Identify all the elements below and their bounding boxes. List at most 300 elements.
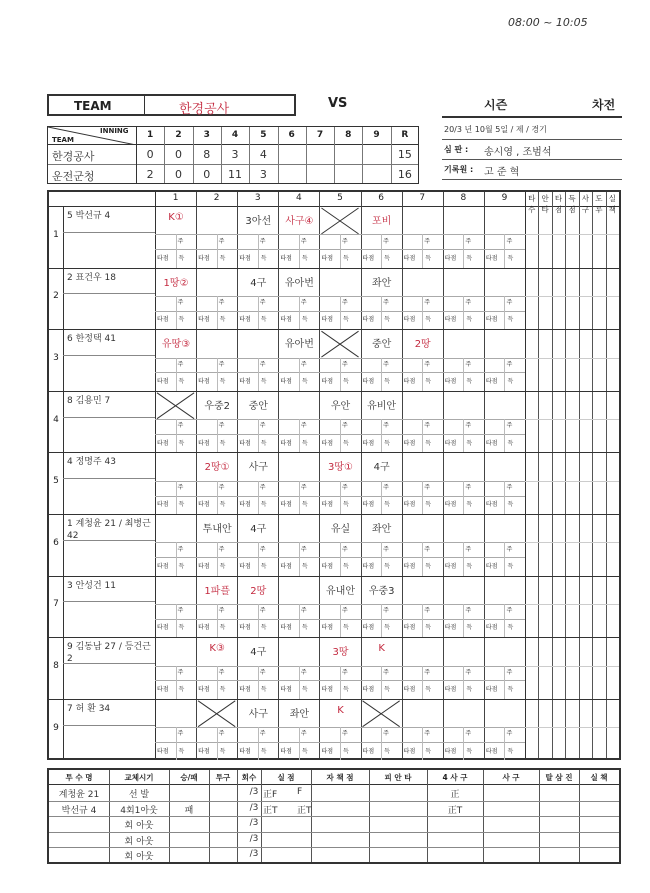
pitching-header: 투 수 명 — [65, 773, 93, 782]
run-label: 주 — [424, 237, 431, 245]
run-label: 주 — [177, 483, 184, 491]
batter-name: 1 계청윤 21 / 최병근 42 — [67, 519, 151, 541]
batting-order: 1 — [53, 229, 59, 240]
score-label: 득 — [178, 624, 185, 632]
score-label: 득 — [507, 316, 514, 324]
play-result: 2땅 — [250, 585, 267, 597]
play-result: 4구 — [250, 524, 267, 535]
run-label: 주 — [424, 299, 431, 307]
score-label: 득 — [260, 686, 267, 694]
score-label: 득 — [178, 316, 185, 324]
rbi-label: 타점 — [239, 562, 251, 570]
rbi-label: 타점 — [157, 747, 169, 755]
score-label: 득 — [219, 562, 226, 570]
score-label: 득 — [301, 501, 308, 509]
cross-mark — [321, 208, 358, 234]
run-label: 주 — [383, 483, 389, 491]
cross-mark — [321, 208, 358, 234]
rbi-label: 타점 — [239, 316, 251, 324]
play-result: 사구 — [248, 462, 268, 474]
rbi-label: 타점 — [198, 439, 210, 447]
pitching-cell-earned: 正T — [297, 805, 312, 816]
score-label: 득 — [260, 624, 267, 632]
run-label: 주 — [259, 545, 266, 553]
pitching-header: 사 구 — [502, 773, 520, 782]
score-label: 득 — [301, 378, 308, 386]
run-label: 주 — [342, 545, 348, 553]
rbi-label: 타점 — [280, 501, 292, 509]
batter-name: 3 안성건 11 — [67, 580, 116, 591]
run-label: 주 — [342, 360, 348, 368]
batting-order: 4 — [53, 414, 59, 425]
score-label: 득 — [384, 254, 390, 262]
pitching-cell-earned: F — [297, 787, 303, 797]
run-label: 주 — [218, 360, 225, 368]
inning-header-5: 5 — [260, 130, 267, 140]
rbi-label: 타점 — [403, 624, 416, 632]
inning-column-3: 3 — [254, 193, 261, 203]
score-label: 득 — [425, 562, 432, 570]
score-cell: 11 — [228, 168, 243, 181]
cross-mark — [321, 331, 358, 357]
rbi-label: 타점 — [403, 316, 416, 324]
play-result: 유비안 — [367, 400, 397, 412]
score-label: 득 — [178, 562, 185, 570]
score-label: 득 — [425, 254, 432, 262]
score-label: 득 — [219, 747, 226, 755]
pitching-cell-change: 4회1아웃 — [120, 805, 158, 816]
play-result: 1땅② — [163, 277, 189, 289]
run-label: 주 — [259, 237, 266, 245]
run-label: 주 — [218, 668, 225, 676]
pitching-header: 교체시기 — [124, 773, 154, 782]
score-cell: 3 — [231, 148, 239, 161]
run-label: 주 — [218, 483, 225, 491]
rbi-label: 타점 — [198, 254, 210, 262]
run-label: 주 — [259, 483, 266, 491]
score-label: 득 — [343, 747, 349, 755]
game-date: 20/3 년 10월 5일 / 제 / 경기 — [444, 125, 547, 134]
play-result: K① — [168, 212, 184, 223]
batter-name: 4 정명주 43 — [67, 457, 116, 468]
play-result: 3아선 — [245, 216, 272, 227]
pitching-cell-change: 회 아웃 — [124, 821, 154, 831]
score-label: 득 — [507, 747, 514, 755]
score-label: 득 — [260, 254, 267, 262]
rbi-label: 타점 — [198, 686, 210, 694]
score-cell: 0 — [174, 168, 182, 181]
run-label: 주 — [424, 668, 431, 676]
recorder-name: 고 준 혁 — [484, 167, 520, 178]
team-header-label: TEAM — [52, 136, 74, 144]
stat-header: 득점 — [568, 194, 576, 214]
rbi-label: 타점 — [198, 624, 210, 632]
run-label: 주 — [383, 422, 389, 430]
score-label: 득 — [384, 501, 390, 509]
rbi-label: 타점 — [485, 686, 498, 694]
score-label: 득 — [466, 254, 473, 262]
play-result: 우안 — [330, 400, 351, 412]
rbi-label: 타점 — [280, 562, 292, 570]
scoreboard — [47, 126, 419, 184]
run-label: 주 — [218, 607, 225, 615]
batting-order: 9 — [53, 722, 59, 733]
pitching-cell-walks: 正T — [447, 805, 463, 816]
score-label: 득 — [260, 562, 267, 570]
score-label: 득 — [178, 501, 185, 509]
score-label: 득 — [219, 501, 226, 509]
rbi-label: 타점 — [362, 562, 375, 570]
score-label: 득 — [466, 439, 473, 447]
inning-header-R: R — [401, 130, 409, 140]
rbi-label: 타점 — [157, 316, 169, 324]
rbi-label: 타점 — [362, 747, 375, 755]
run-label: 주 — [342, 237, 348, 245]
cross-mark — [363, 701, 400, 727]
rbi-label: 타점 — [403, 686, 416, 694]
pitching-cell-walks: 正 — [450, 790, 460, 800]
score-cell: 2 — [146, 168, 154, 181]
rbi-label: 타점 — [239, 378, 251, 386]
run-label: 주 — [506, 545, 513, 553]
play-result: 좌안 — [371, 524, 392, 535]
stat-header: 사구 — [581, 194, 590, 214]
rbi-label: 타점 — [239, 439, 251, 447]
pitching-table — [47, 768, 621, 864]
play-result: 2땅① — [204, 462, 230, 474]
run-label: 주 — [465, 360, 472, 368]
pitching-header: 자 책 점 — [326, 773, 354, 782]
play-result: 포비 — [371, 216, 392, 227]
cross-mark — [157, 393, 194, 419]
stat-header: 안타 — [541, 194, 549, 214]
season-label: 시즌 — [484, 98, 508, 112]
rbi-label: 타점 — [444, 254, 457, 262]
rbi-label: 타점 — [198, 747, 210, 755]
run-label: 주 — [465, 299, 472, 307]
score-label: 득 — [178, 747, 185, 755]
play-result: 좌안 — [289, 708, 310, 720]
batter-name: 9 김동남 27 / 등건근 2 — [67, 642, 151, 665]
score-team-name: 운전군청 — [52, 170, 95, 183]
run-label: 주 — [342, 483, 348, 491]
run-label: 주 — [177, 730, 184, 738]
score-label: 득 — [466, 501, 473, 509]
inning-header-2: 2 — [175, 130, 182, 140]
rbi-label: 타점 — [321, 439, 334, 447]
score-cell: 8 — [203, 148, 211, 161]
rbi-label: 타점 — [239, 747, 251, 755]
inning-header-9: 9 — [373, 130, 380, 140]
score-team-name: 한경공사 — [52, 150, 95, 163]
rbi-label: 타점 — [280, 316, 292, 324]
run-label: 주 — [177, 545, 184, 553]
pitching-cell-result: 패 — [184, 805, 194, 816]
score-label: 득 — [343, 686, 349, 694]
score-label: 득 — [384, 316, 390, 324]
run-label: 주 — [300, 299, 307, 307]
score-label: 득 — [425, 501, 432, 509]
run-label: 주 — [506, 237, 513, 245]
score-cell: 0 — [203, 168, 211, 181]
score-label: 득 — [507, 378, 514, 386]
pitching-cell-innings: /3 — [249, 787, 259, 797]
rbi-label: 타점 — [321, 686, 334, 694]
rbi-label: 타점 — [403, 747, 416, 755]
score-label: 득 — [425, 378, 432, 386]
rbi-label: 타점 — [321, 747, 334, 755]
run-label: 주 — [506, 299, 513, 307]
play-result: 유아번 — [284, 339, 314, 351]
rbi-label: 타점 — [280, 747, 292, 755]
score-label: 득 — [178, 378, 185, 386]
run-label: 주 — [383, 607, 389, 615]
score-cell: 3 — [259, 168, 267, 181]
score-label: 득 — [260, 439, 267, 447]
inning-header-1: 1 — [147, 130, 154, 140]
inning-header-label: INNING — [100, 127, 129, 135]
run-label: 주 — [300, 360, 307, 368]
inning-header-4: 4 — [231, 130, 239, 140]
run-label: 주 — [177, 237, 184, 245]
pitching-cell-runs: 正F — [263, 790, 278, 800]
rbi-label: 타점 — [485, 747, 498, 755]
rbi-label: 타점 — [485, 624, 498, 632]
score-label: 득 — [301, 624, 308, 632]
score-label: 득 — [260, 378, 267, 386]
score-label: 득 — [343, 254, 349, 262]
stat-header: 도루 — [595, 194, 603, 214]
run-label: 주 — [465, 607, 472, 615]
score-label: 득 — [260, 501, 267, 509]
run-label: 주 — [177, 360, 184, 368]
run-label: 주 — [259, 299, 266, 307]
run-label: 주 — [383, 730, 389, 738]
score-label: 득 — [425, 316, 432, 324]
rbi-label: 타점 — [403, 254, 416, 262]
batter-name: 6 한정택 41 — [67, 334, 116, 345]
score-label: 득 — [343, 439, 349, 447]
play-result: 중안 — [248, 400, 268, 412]
pitching-header: 회수 — [241, 773, 257, 782]
run-label: 주 — [342, 422, 348, 430]
cross-mark — [198, 701, 235, 727]
run-label: 주 — [506, 360, 513, 368]
run-label: 주 — [177, 668, 184, 676]
score-label: 득 — [466, 747, 473, 755]
rbi-label: 타점 — [280, 686, 292, 694]
score-label: 득 — [301, 562, 308, 570]
rbi-label: 타점 — [444, 501, 457, 509]
play-result: 4구 — [250, 277, 267, 289]
score-label: 득 — [301, 686, 308, 694]
rbi-label: 타점 — [403, 501, 416, 509]
rbi-label: 타점 — [157, 562, 169, 570]
run-label: 주 — [300, 545, 307, 553]
score-label: 득 — [301, 747, 308, 755]
score-label: 득 — [384, 686, 390, 694]
vs-label: VS — [328, 96, 348, 111]
inning-header-3: 3 — [203, 130, 210, 140]
score-label: 득 — [343, 562, 349, 570]
pitching-cell-innings: /3 — [249, 833, 259, 844]
run-label: 주 — [506, 668, 513, 676]
run-label: 주 — [506, 483, 513, 491]
play-result: 우중3 — [368, 585, 395, 597]
batter-name: 2 표건우 18 — [67, 272, 116, 283]
pitching-cell-pitcher: 박선규 4 — [61, 805, 97, 816]
cross-mark — [157, 393, 194, 419]
score-cell: 0 — [146, 148, 154, 161]
play-result: 3땅① — [327, 462, 353, 474]
rbi-label: 타점 — [444, 562, 457, 570]
score-label: 득 — [425, 686, 432, 694]
stat-header: 타점 — [554, 194, 563, 214]
run-label: 주 — [300, 237, 307, 245]
run-label: 주 — [300, 607, 307, 615]
inning-column-1: 1 — [172, 193, 179, 203]
score-label: 득 — [384, 562, 390, 570]
rbi-label: 타점 — [280, 378, 292, 386]
run-label: 주 — [465, 237, 472, 245]
pitching-cell-change: 회 아웃 — [124, 852, 154, 862]
run-label: 주 — [218, 730, 225, 738]
run-label: 주 — [259, 422, 266, 430]
scoring-grid — [47, 190, 621, 760]
run-label: 주 — [300, 422, 307, 430]
run-label: 주 — [424, 483, 431, 491]
score-label: 득 — [507, 439, 514, 447]
rbi-label: 타점 — [321, 378, 334, 386]
pitching-cell-runs: 正T — [263, 805, 278, 816]
score-label: 득 — [219, 378, 226, 386]
run-label: 주 — [424, 422, 431, 430]
inning-header-8: 8 — [345, 130, 352, 140]
run-label: 주 — [259, 607, 266, 615]
play-result: 사구 — [248, 708, 268, 720]
run-label: 주 — [218, 545, 225, 553]
recorder-label: 기록원 : — [444, 165, 474, 174]
score-label: 득 — [466, 624, 473, 632]
rbi-label: 타점 — [198, 378, 210, 386]
run-label: 주 — [424, 730, 431, 738]
score-cell: 0 — [174, 148, 182, 161]
run-label: 주 — [424, 545, 431, 553]
pitching-cell-innings: /3 — [249, 802, 259, 813]
play-result: K — [378, 643, 385, 655]
run-label: 주 — [465, 668, 472, 676]
run-label: 주 — [506, 422, 513, 430]
play-result: K — [337, 704, 344, 716]
score-cell: 15 — [397, 148, 412, 161]
batting-order: 5 — [53, 476, 59, 487]
score-label: 득 — [301, 254, 308, 262]
score-label: 득 — [219, 316, 226, 324]
play-result: 2땅 — [414, 339, 431, 351]
score-label: 득 — [466, 562, 473, 570]
score-label: 득 — [343, 501, 349, 509]
rbi-label: 타점 — [362, 254, 375, 262]
cross-mark — [321, 331, 358, 357]
score-label: 득 — [384, 747, 390, 755]
team-name: 한경공사 — [179, 102, 230, 117]
pitching-header: 4 사 구 — [442, 773, 468, 782]
score-label: 득 — [384, 624, 390, 632]
rbi-label: 타점 — [485, 378, 498, 386]
rbi-label: 타점 — [362, 378, 375, 386]
cross-mark — [363, 701, 400, 727]
score-label: 득 — [260, 747, 267, 755]
rbi-label: 타점 — [280, 254, 292, 262]
pitching-header: 탈 삼 진 — [545, 773, 573, 782]
rbi-label: 타점 — [280, 624, 292, 632]
score-label: 득 — [178, 254, 185, 262]
rbi-label: 타점 — [280, 439, 292, 447]
rbi-label: 타점 — [157, 439, 169, 447]
rbi-label: 타점 — [198, 562, 210, 570]
stat-header: 타수 — [528, 194, 536, 214]
rbi-label: 타점 — [403, 378, 416, 386]
score-label: 득 — [425, 747, 432, 755]
rbi-label: 타점 — [362, 501, 375, 509]
run-label: 주 — [300, 730, 307, 738]
rbi-label: 타점 — [321, 254, 334, 262]
rbi-label: 타점 — [239, 254, 251, 262]
score-label: 득 — [384, 378, 390, 386]
rbi-label: 타점 — [485, 316, 498, 324]
run-label: 주 — [342, 607, 348, 615]
score-label: 득 — [301, 439, 308, 447]
run-label: 주 — [342, 730, 348, 738]
pitching-cell-innings: /3 — [249, 818, 259, 828]
game-info — [442, 120, 622, 184]
rbi-label: 타점 — [444, 747, 457, 755]
rbi-label: 타점 — [444, 686, 457, 694]
batting-order: 8 — [53, 661, 59, 671]
run-label: 주 — [342, 668, 348, 676]
play-result: 1파플 — [204, 585, 230, 597]
rbi-label: 타점 — [403, 562, 416, 570]
score-label: 득 — [219, 686, 226, 694]
score-label: 득 — [466, 686, 473, 694]
rbi-label: 타점 — [485, 562, 498, 570]
rbi-label: 타점 — [239, 501, 251, 509]
score-label: 득 — [343, 316, 349, 324]
pitching-header: 투구 — [215, 773, 231, 782]
rbi-label: 타점 — [485, 501, 498, 509]
play-result: 3땅 — [332, 647, 349, 659]
round-label: 차전 — [592, 98, 616, 112]
score-label: 득 — [507, 501, 514, 509]
rbi-label: 타점 — [321, 501, 334, 509]
run-label: 주 — [383, 360, 389, 368]
run-label: 주 — [465, 730, 472, 738]
cross-mark — [198, 701, 235, 727]
play-result: 4구 — [250, 647, 267, 659]
play-result: 투내안 — [202, 524, 232, 535]
run-label: 주 — [465, 422, 472, 430]
inning-column-5: 5 — [337, 193, 343, 203]
rbi-label: 타점 — [485, 254, 498, 262]
pitching-header: 실 점 — [277, 773, 295, 782]
score-label: 득 — [507, 624, 514, 632]
score-label: 득 — [507, 562, 514, 570]
score-label: 득 — [384, 439, 390, 447]
run-label: 주 — [465, 545, 472, 553]
run-label: 주 — [259, 360, 266, 368]
run-label: 주 — [506, 730, 513, 738]
rbi-label: 타점 — [485, 439, 498, 447]
